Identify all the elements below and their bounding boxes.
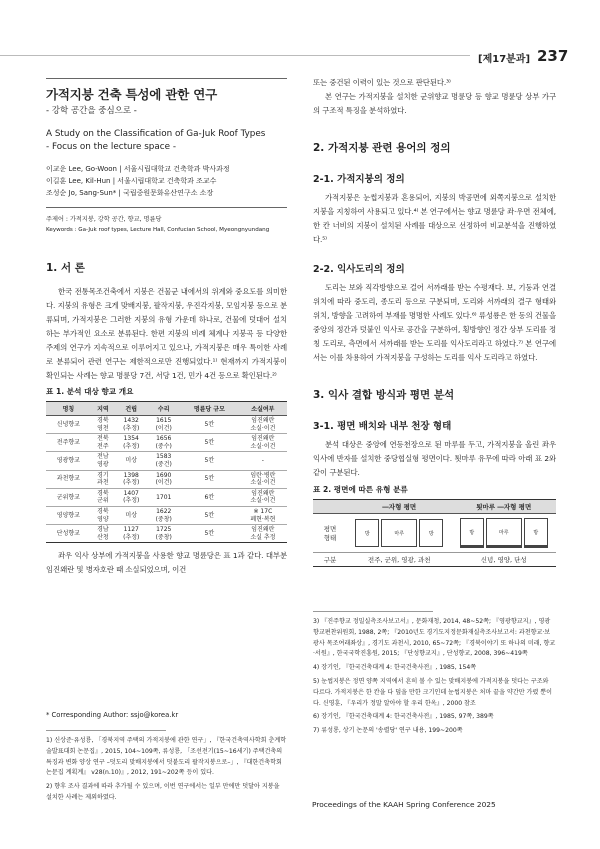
right-column [313, 76, 556, 567]
table-cell: 미상 [115, 506, 148, 524]
section-2-heading: 2. 가적지붕 관련 용어의 정의 [313, 142, 451, 154]
table-row [46, 416, 287, 434]
table-cell: 5칸 [180, 452, 239, 470]
footnote-rule [46, 730, 166, 731]
right-intro-paragraph: 본 연구는 가적지붕을 설치한 군위향교 명륜당 등 향교 명륜당 상부 가구의 구조적 특징을 분석하였다. [313, 92, 556, 115]
plan-b-room-right: 방 [524, 518, 548, 548]
section-2-2-paragraph: 도리는 보와 직각방향으로 걸어 서까래를 받는 수평재다. 보, 기둥과 연결 위치에 따라 중도리, 종도리 등으로 구분되며, 도리와 서까래의 결구 형태와 위치, 방향을 고려하여 부재를 명명한 사례도 있다.⁶⁾ 류성룡은 한 동의 건물을 중앙의 정간과 덧붙인 익사로 공간을 구분하여, 횡방향인 정간 상부 도리를 정칭 도리로, 측면에서 서까래를 받는 도리를 익사도리라고 하였다.⁷⁾ 본 연구에서는 이를 차용하여 가적지붕을 구성하는 도리를 익사 도리라고 하였다. [313, 283, 556, 362]
page-footer: Proceedings of the KAAH Spring Conference 2025 [312, 800, 496, 809]
section-3-heading: 3. 익사 결합 방식과 평면 분석 [313, 389, 455, 401]
section-1-body [46, 285, 287, 383]
table-cell: 임진왜란 소실·이건 [239, 488, 287, 506]
table-cell: 과천향교 [46, 470, 91, 488]
right-footnotes [313, 617, 556, 737]
table-row [46, 470, 287, 488]
paper-title-en-line2: - Focus on the lecture space - [46, 142, 177, 152]
table-cell: 신녕향교 [46, 416, 91, 434]
table-cell: 경기 과천 [91, 470, 115, 488]
footnote-1: 1) 신상준·유성룡, 「경북지역 주택의 가적지붕에 관한 연구」, 『한국건축역사학회 춘계학술발표대회 논문집』, 2015, 104~109쪽, 류성룡, 「조선전기(15~16세기) 주택건축의 특징과 변화 양상 연구 –덧도리 맞배지붕에서 덧붙도리 팔작지붕으로–」, 『대한건축학회논문집 계획계』 v28(n.10)』, 2012, 191~202쪽 등이 있다. [46, 737, 287, 777]
right-footnote-block [313, 611, 556, 740]
table-cell: 1690 (이건) [147, 470, 180, 488]
corresponding-author: * Corresponding Author: ssjo@korea.kr [46, 711, 179, 719]
plan-a-room-right: 방 [419, 519, 443, 547]
table-cell: 단성향교 [46, 525, 91, 543]
footnote-7: 7) 류성룡, 상기 논문의 '송렬당' 연구 내용, 199~200쪽 [313, 727, 463, 735]
header-rule [0, 55, 470, 56]
table-cell: 1432 (추정) [115, 416, 148, 434]
paper-title-en [46, 128, 287, 154]
table-1-header: 지역 [91, 402, 115, 416]
table-2-caption: 표 2. 평면에 따른 유형 분류 [313, 485, 408, 494]
table-cell: 영양향교 [46, 506, 91, 524]
table-2-cases-b: 신녕, 영양, 단성 [452, 553, 557, 567]
right-intro-line: 또는 중건된 이력이 있는 것으로 판단된다.³⁾ [313, 78, 451, 87]
table-cell: 1398 (추정) [115, 470, 148, 488]
section-2-1-body [313, 191, 556, 247]
table-cell: 영광향교 [46, 452, 91, 470]
table-cell: 경북 영천 [91, 416, 115, 434]
table-row [46, 506, 287, 524]
author-2: 이길훈 Lee, Kil-Hun | 서울시립대학교 건축학과 조교수 [46, 177, 217, 185]
paper-title-en-line1: A Study on the Classification of Ga-Juk Roof Types [46, 129, 266, 139]
plan-a-hall: 마루 [381, 519, 417, 547]
table-cell: 군위향교 [46, 488, 91, 506]
table-1-header: 건립 [115, 402, 148, 416]
table-1-caption: 표 1. 분석 대상 향교 개요 [46, 387, 134, 396]
footnote-6: 6) 장기인, 『한국건축대계 4: 한국건축사전』, 1985, 97쪽, 389쪽 [313, 713, 494, 721]
keywords-rule [46, 207, 287, 208]
footnote-4: 4) 장기인, 『한국건축대계 4: 한국건축사전』, 1985, 154쪽 [313, 664, 477, 672]
plan-b-hall: 마루 [486, 518, 522, 548]
table-cell: 1354 (추정) [115, 434, 148, 452]
table-1-header: 수리 [147, 402, 180, 416]
table-cell: 1725 (중창) [147, 525, 180, 543]
table-cell: 1583 (중건) [147, 452, 180, 470]
keywords-en: Keywords : Ga-Juk roof types, Lecture Hall, Confucian School, Myeongnyundang [46, 227, 270, 233]
table-2-header-type-b: 툇마루 ―자형 평면 [452, 500, 557, 514]
author-1: 이교운 Lee, Go-Woon | 서울시립대학교 건축학과 박사과정 [46, 165, 230, 173]
table-row [46, 488, 287, 506]
footnote-3: 3) 『진주향교 정밀실측조사보고서』, 문화재청, 2014, 48~52쪽; 『영광향교지』, 영광향교편찬위원회, 1988, 2쪽; 『2010년도 경기도지정문화재실측조사보고서: 과천향교·보광사 목조여래좌상』, 경기도 과천시, 2010, 65~72쪽; 『경북이야기 또 하나의 미래, 향교·서원』, 한국국학진흥원, 2015; 『단성향교지』, 단성향교, 2008, 396~419쪽 [313, 618, 556, 658]
table-cell: 5칸 [180, 470, 239, 488]
table-cell: 경북 군위 [91, 488, 115, 506]
table-cell: 전북 전주 [91, 434, 115, 452]
paper-subtitle-ko: - 강학 공간을 중심으로 - [46, 106, 137, 116]
table-cell: 1127 (추정) [115, 525, 148, 543]
table-cell: 임진왜란 소실·이건 [239, 434, 287, 452]
right-footnote-rule [313, 611, 433, 612]
plan-a-room-left: 방 [355, 519, 379, 547]
table-row [46, 525, 287, 543]
table-row [46, 434, 287, 452]
table-cell: 임란·병란 소실·이건 [239, 470, 287, 488]
author-3: 조성순 Jo, Sang-Sun* | 국립중원문화유산연구소 소장 [46, 189, 214, 197]
plan-diagram-a [347, 514, 452, 553]
section-3-1-paragraph: 분석 대상은 중앙에 연등천장으로 된 마루를 두고, 가적지붕을 올린 좌우 익사에 반자를 설치한 중당협실형 평면이다. 툇마루 유무에 따라 아래 표 2와 같이 구분된다. [313, 440, 556, 477]
left-footnote-block [46, 711, 287, 807]
table-1-header: 소실여부 [239, 402, 287, 416]
section-2-1-heading: 2-1. 가적지붕의 정의 [313, 174, 405, 185]
table-cell: 전남 영광 [91, 452, 115, 470]
table-1 [46, 401, 287, 543]
keywords-ko: 주제어 : 가적지붕, 강학 공간, 향교, 명륜당 [46, 216, 162, 223]
after-table-body [46, 549, 287, 577]
table-cell: 전주향교 [46, 434, 91, 452]
table-cell: 5칸 [180, 525, 239, 543]
table-cell: 5칸 [180, 416, 239, 434]
table-cell: 임진왜란 소실·이건 [239, 416, 287, 434]
title-rule [46, 78, 287, 79]
right-intro [313, 76, 556, 118]
table-2-header-blank [313, 500, 347, 514]
table-2-header-type-a: ―자형 평면 [347, 500, 452, 514]
table-cell: 임진왜란 소실 추정 [239, 525, 287, 543]
table-cell: 5칸 [180, 434, 239, 452]
section-2-1-paragraph: 가적지붕은 눈썹지붕과 혼용되어, 지붕의 박공면에 외쪽지붕으로 설치한 지붕을 지칭하여 사용되고 있다.⁴⁾ 본 연구에서는 향교 명륜당 좌·우면 전체에, 한 칸 너비의 지붕이 설치된 사례를 대상으로 선정하여 비교분석을 진행하였다.⁵⁾ [313, 193, 556, 244]
table-cell: 5칸 [180, 506, 239, 524]
paper-title-ko: 가적지붕 건축 특성에 관한 연구 [46, 87, 217, 102]
session-badge: [제17분과] [478, 54, 531, 65]
plan-b-room-left: 방 [460, 518, 484, 548]
table-2-cases-a: 전주, 군위, 영광, 과천 [347, 553, 452, 567]
table-2-row-label: 평면 형태 [323, 525, 337, 542]
table-cell: 1622 (중창) [147, 506, 180, 524]
after-table-paragraph: 좌우 익사 상부에 가적지붕을 사용한 향교 명륜당은 표 1과 같다. 대부분 임진왜란 및 병자호란 때 소실되었으며, 이건 [46, 551, 287, 575]
table-cell: 1656 (중수) [147, 434, 180, 452]
footnote-2: 2) 향후 조사 결과에 따라 추가될 수 있으며, 이번 연구에서는 일부 만에만 덧달아 지붕을 설치한 사례는 제외하였다. [46, 783, 280, 801]
page-number: 237 [537, 47, 569, 65]
table-cell: - [239, 452, 287, 470]
section-2-2-heading: 2-2. 익사도리의 정의 [313, 264, 405, 275]
footnote-5: 5) 눈썹지붕은 정면 양쪽 지역에서 흔히 볼 수 있는 맞배지붕에 가적지붕을 덧다는 구조와 다르다. 가적지붕은 한 칸을 다 덮을 만한 크기인데 눈썹지붕은 처마 끝을 약간만 가렸 뿐이다. 신영훈, 『우리가 정말 알아야 할 우리 한옥』, 2000 참조 [313, 677, 553, 707]
table-1-header: 명칭 [46, 402, 91, 416]
table-cell: 미상 [115, 452, 148, 470]
plan-diagram-b [452, 514, 557, 553]
section-1-heading: 1. 서 론 [46, 262, 85, 274]
table-row [46, 452, 287, 470]
section-3-1-heading: 3-1. 평면 배치와 내부 천장 형태 [313, 421, 452, 432]
table-1-header: 명륜당 규모 [180, 402, 239, 416]
table-2 [313, 499, 556, 567]
table-cell: 6칸 [180, 488, 239, 506]
table-cell: ※ 17C 폐현·복현 [239, 506, 287, 524]
section-1-paragraph: 한국 전통목조건축에서 지붕은 건물군 내에서의 위계와 중요도를 의미한다. 지붕의 유형은 크게 맞배지붕, 팔작지붕, 우진각지붕, 모임지붕 등으로 분류되며, 가적지붕은 그러한 지붕의 유형 가운데 하나로, 건물에 덧대어 설치하는 부가적인 요소로 분류된다. 한편 지붕의 비례 체계나 지붕곡 등 다양한 주제의 연구가 지속적으로 이루어지고 있으나, 가적지붕은 매우 특이한 사례로 분류되어 관련 연구는 제한적으로만 진행되었다.¹⁾ 현재까지 가적지붕이 확인되는 사례는 향교 명륜당 7건, 서당 1건, 민가 4건 등으로 확인된다.²⁾ [46, 287, 287, 380]
table-cell: 경북 영양 [91, 506, 115, 524]
left-footnotes [46, 736, 287, 804]
left-column [46, 78, 287, 577]
table-cell: 1407 (추정) [115, 488, 148, 506]
table-cell: 경남 산청 [91, 525, 115, 543]
table-cell: 1701 [147, 488, 180, 506]
author-list [46, 163, 287, 199]
section-2-2-body [313, 281, 556, 365]
table-2-footer-label: 구분 [313, 553, 347, 567]
table-cell: 1615 (이건) [147, 416, 180, 434]
section-3-1-body [313, 438, 556, 480]
